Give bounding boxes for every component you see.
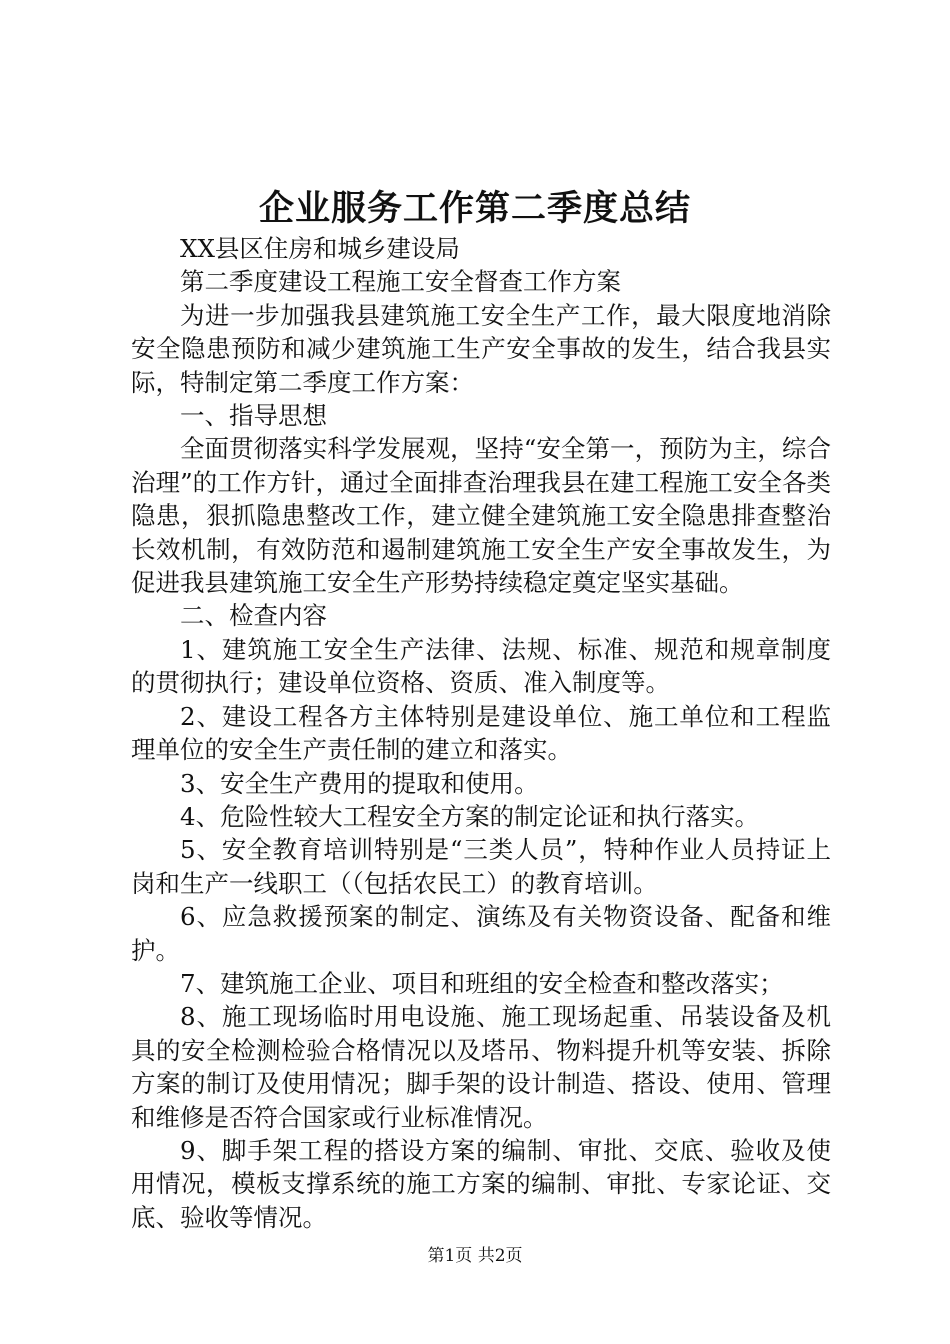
list-item-5: 5、安全教育培训特别是“三类人员”，特种作业人员持证上岗和生产一线职工（（包括农民工）的教育培训。	[131, 835, 831, 898]
list-item-1: 1、建筑施工安全生产法律、法规、标准、规范和规章制度的贯彻执行；建设单位资格、资质、准入制度等。	[131, 634, 831, 698]
list-item-3: 3、安全生产费用的提取和使用。	[180, 768, 539, 798]
section-heading-inspection-content: 二、检查内容	[180, 601, 327, 631]
page-footer: 第1页 共2页	[427, 1246, 523, 1266]
list-item-6: 6、应急救援预案的制定、演练及有关物资设备、配备和维护。	[131, 902, 831, 965]
document-title: 企业服务工作第二季度总结	[258, 188, 691, 229]
paragraph-plan-title: 第二季度建设工程施工安全督查工作方案	[180, 267, 621, 297]
list-item-8: 8、施工现场临时用电设施、施工现场起重、吊装设备及机具的安全检测检验合格情况以及塔吊、物料提升机等安装、拆除方案的制订及使用情况；脚手架的设计制造、搭设、使用、管理和维修是否符合国家或行业标准情况。	[131, 1002, 831, 1132]
paragraph-intro: 为进一步加强我县建筑施工安全生产工作，最大限度地消除安全隐患预防和减少建筑施工生产安全事故的发生，结合我县实际，特制定第二季度工作方案：	[131, 300, 831, 397]
paragraph-guiding-ideology: 全面贯彻落实科学发展观，坚持“安全第一，预防为主，综合治理”的工作方针，通过全面排查治理我县在建工程施工安全各类隐患，狠抓隐患整改工作，建立健全建筑施工安全隐患排查整治长效机制，有效防范和遏制建筑施工安全生产安全事故发生，为促进我县建筑施工安全生产形势持续稳定奠定坚实基础。	[131, 434, 831, 598]
list-item-9: 9、脚手架工程的搭设方案的编制、审批、交底、验收及使用情况，模板支撑系统的施工方案的编制、审批、专家论证、交底、验收等情况。	[131, 1135, 831, 1232]
list-item-4: 4、危险性较大工程安全方案的制定论证和执行落实。	[180, 801, 760, 831]
document-body	[131, 232, 831, 1234]
section-heading-guiding-ideology: 一、指导思想	[180, 401, 327, 431]
list-item-7: 7、建筑施工企业、项目和班组的安全检查和整改落实；	[180, 968, 784, 998]
list-item-2: 2、建设工程各方主体特别是建设单位、施工单位和工程监理单位的安全生产责任制的建立和落实。	[131, 701, 831, 765]
paragraph-issuer: XX县区住房和城乡建设局	[180, 234, 460, 263]
